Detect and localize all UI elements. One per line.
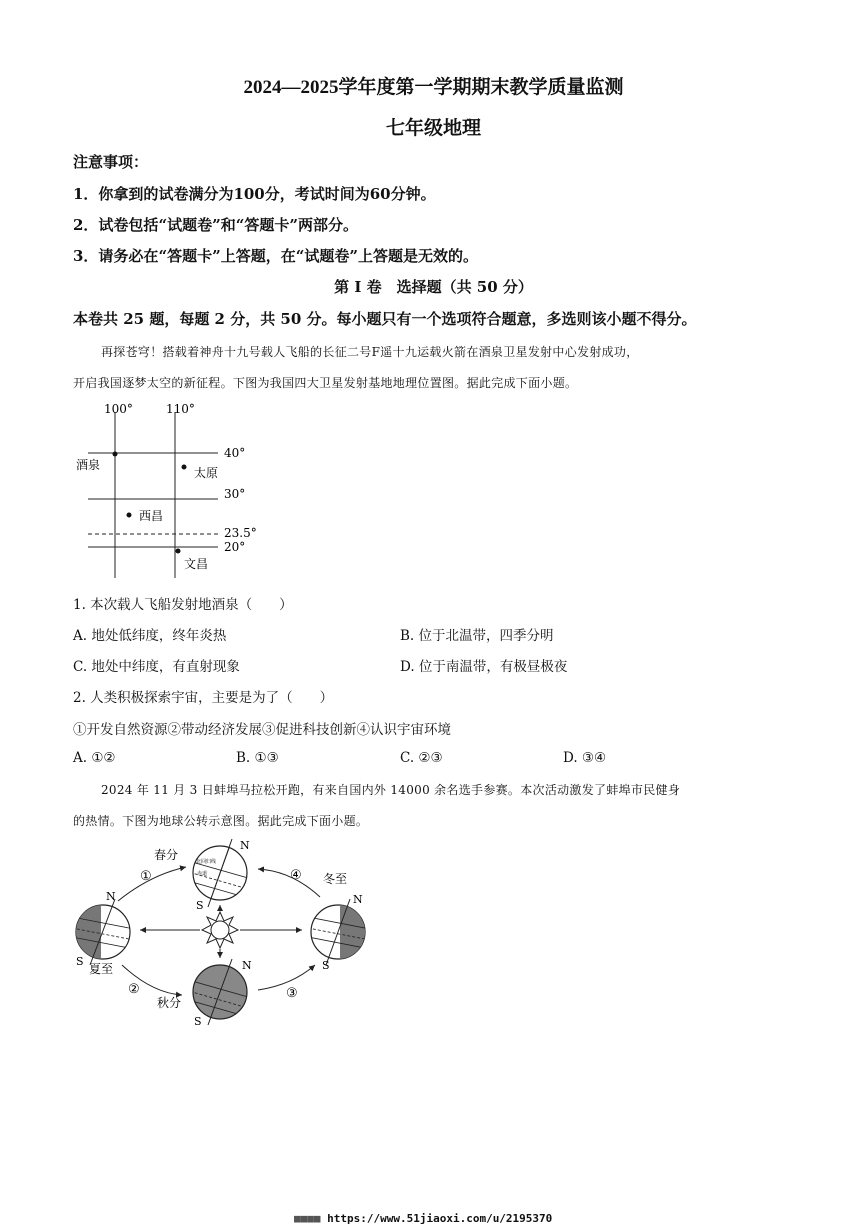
earth-autumn-equinox (185, 959, 255, 1028)
lat-label-23-5: 23.5° (224, 526, 257, 540)
label-tropic: 北回归线 (196, 859, 217, 865)
exam-title: 2024—2025学年度第一学期期末教学质量监测 (243, 77, 624, 98)
q2-option-d[interactable]: D. ③④ (563, 750, 607, 766)
earth-spring-equinox (185, 839, 255, 912)
section-heading: 第 I 卷 选择题（共 50 分） (334, 278, 533, 296)
place-jiuquan: 酒泉 (76, 458, 101, 472)
launch-site-map (70, 398, 260, 583)
q2-statements: ①开发自然资源②带动经济发展③促进科技创新④认识宇宙环境 (73, 722, 451, 738)
q1-stem: 1. 本次载人飞船发射地酒泉（ ） (73, 597, 293, 613)
orbit-arrow-1 (118, 867, 186, 901)
notice-item-2: 2．试卷包括“试题卷”和“答题卡”两部分。 (73, 216, 358, 234)
arrow-label-3: ③ (286, 986, 298, 1001)
season-spring: 春分 (154, 848, 179, 862)
earth-orbit-diagram (60, 835, 390, 1030)
lon-label-100: 100° (104, 402, 133, 416)
place-taiyuan: 太原 (194, 466, 219, 480)
footer-watermark (294, 1212, 552, 1225)
pole-s-4: S (194, 1015, 202, 1028)
earth-summer-solstice (72, 890, 134, 968)
pole-n-2: N (106, 890, 116, 903)
arrow-label-1: ① (140, 869, 152, 884)
pole-s-2: S (76, 955, 84, 968)
xichang-dot (127, 513, 132, 518)
passage2-line2: 的热情。下图为地球公转示意图。据此完成下面小题。 (73, 814, 369, 828)
footer-url[interactable]: https://www.51jiaoxi.com/u/2195370 (327, 1212, 553, 1225)
lat-label-30: 30° (224, 487, 246, 501)
notice-heading: 注意事项： (73, 153, 149, 171)
map-gridlines (88, 412, 218, 578)
pole-s-1: S (196, 899, 204, 912)
pole-n-4: N (242, 959, 252, 972)
q2-option-c[interactable]: C. ②③ (400, 750, 443, 766)
q1-option-c[interactable]: C. 地处中纬度，有直射现象 (73, 659, 240, 675)
q1-option-b[interactable]: B. 位于北温带，四季分明 (400, 628, 554, 644)
q2-option-a[interactable]: A. ①② (73, 750, 116, 766)
wenchang-dot (176, 549, 181, 554)
passage2-line1: 2024 年 11 月 3 日蚌埠马拉松开跑，有来自国内外 14000 余名选手参赛。本次活动激发了蚌埠市民健身 (101, 783, 681, 797)
pole-s-3: S (322, 959, 330, 972)
footer-watermark-mark: ■■■■ (294, 1212, 321, 1225)
q2-stem: 2. 人类积极探索宇宙，主要是为了（ ） (73, 690, 334, 706)
lat-label-20: 20° (224, 540, 246, 554)
notice-item-1: 1．你拿到的试卷满分为100分，考试时间为60分钟。 (73, 185, 436, 203)
q1-option-a[interactable]: A. 地处低纬度，终年炎热 (73, 628, 227, 644)
arrow-label-2: ② (128, 982, 140, 997)
arrow-label-4: ④ (290, 868, 302, 883)
pole-n-3: N (353, 893, 363, 906)
lon-label-110: 110° (166, 402, 195, 416)
place-xichang: 西昌 (139, 509, 164, 523)
exam-subtitle: 七年级地理 (385, 118, 481, 139)
pole-n-1: N (240, 839, 250, 852)
earth-winter-solstice (308, 893, 370, 972)
season-summer: 夏至 (89, 962, 114, 976)
q2-option-b[interactable]: B. ①③ (236, 750, 279, 766)
orbit-arrow-4 (258, 869, 320, 897)
q1-option-d[interactable]: D. 位于南温带，有极昼极夜 (400, 659, 568, 675)
label-equator: 赤道 (197, 871, 208, 877)
place-wenchang: 文昌 (184, 557, 209, 571)
sun-icon (202, 912, 238, 948)
notice-item-3: 3．请务必在“答题卡”上答题，在“试题卷”上答题是无效的。 (73, 247, 478, 265)
section-instruction: 本卷共 25 题，每题 2 分，共 50 分。每小题只有一个选项符合题意，多选则该小题不得分。 (73, 310, 697, 328)
season-autumn: 秋分 (157, 996, 182, 1010)
lat-label-40: 40° (224, 446, 246, 460)
passage1-line1: 再探苍穹！搭载着神舟十九号载人飞船的长征二号F遥十九运载火箭在酒泉卫星发射中心发射成功， (101, 345, 639, 359)
season-winter: 冬至 (323, 872, 348, 886)
jiuquan-dot (113, 452, 118, 457)
passage1-line2: 开启我国逐梦太空的新征程。下图为我国四大卫星发射基地地理位置图。据此完成下面小题。 (73, 376, 578, 390)
taiyuan-dot (182, 465, 187, 470)
